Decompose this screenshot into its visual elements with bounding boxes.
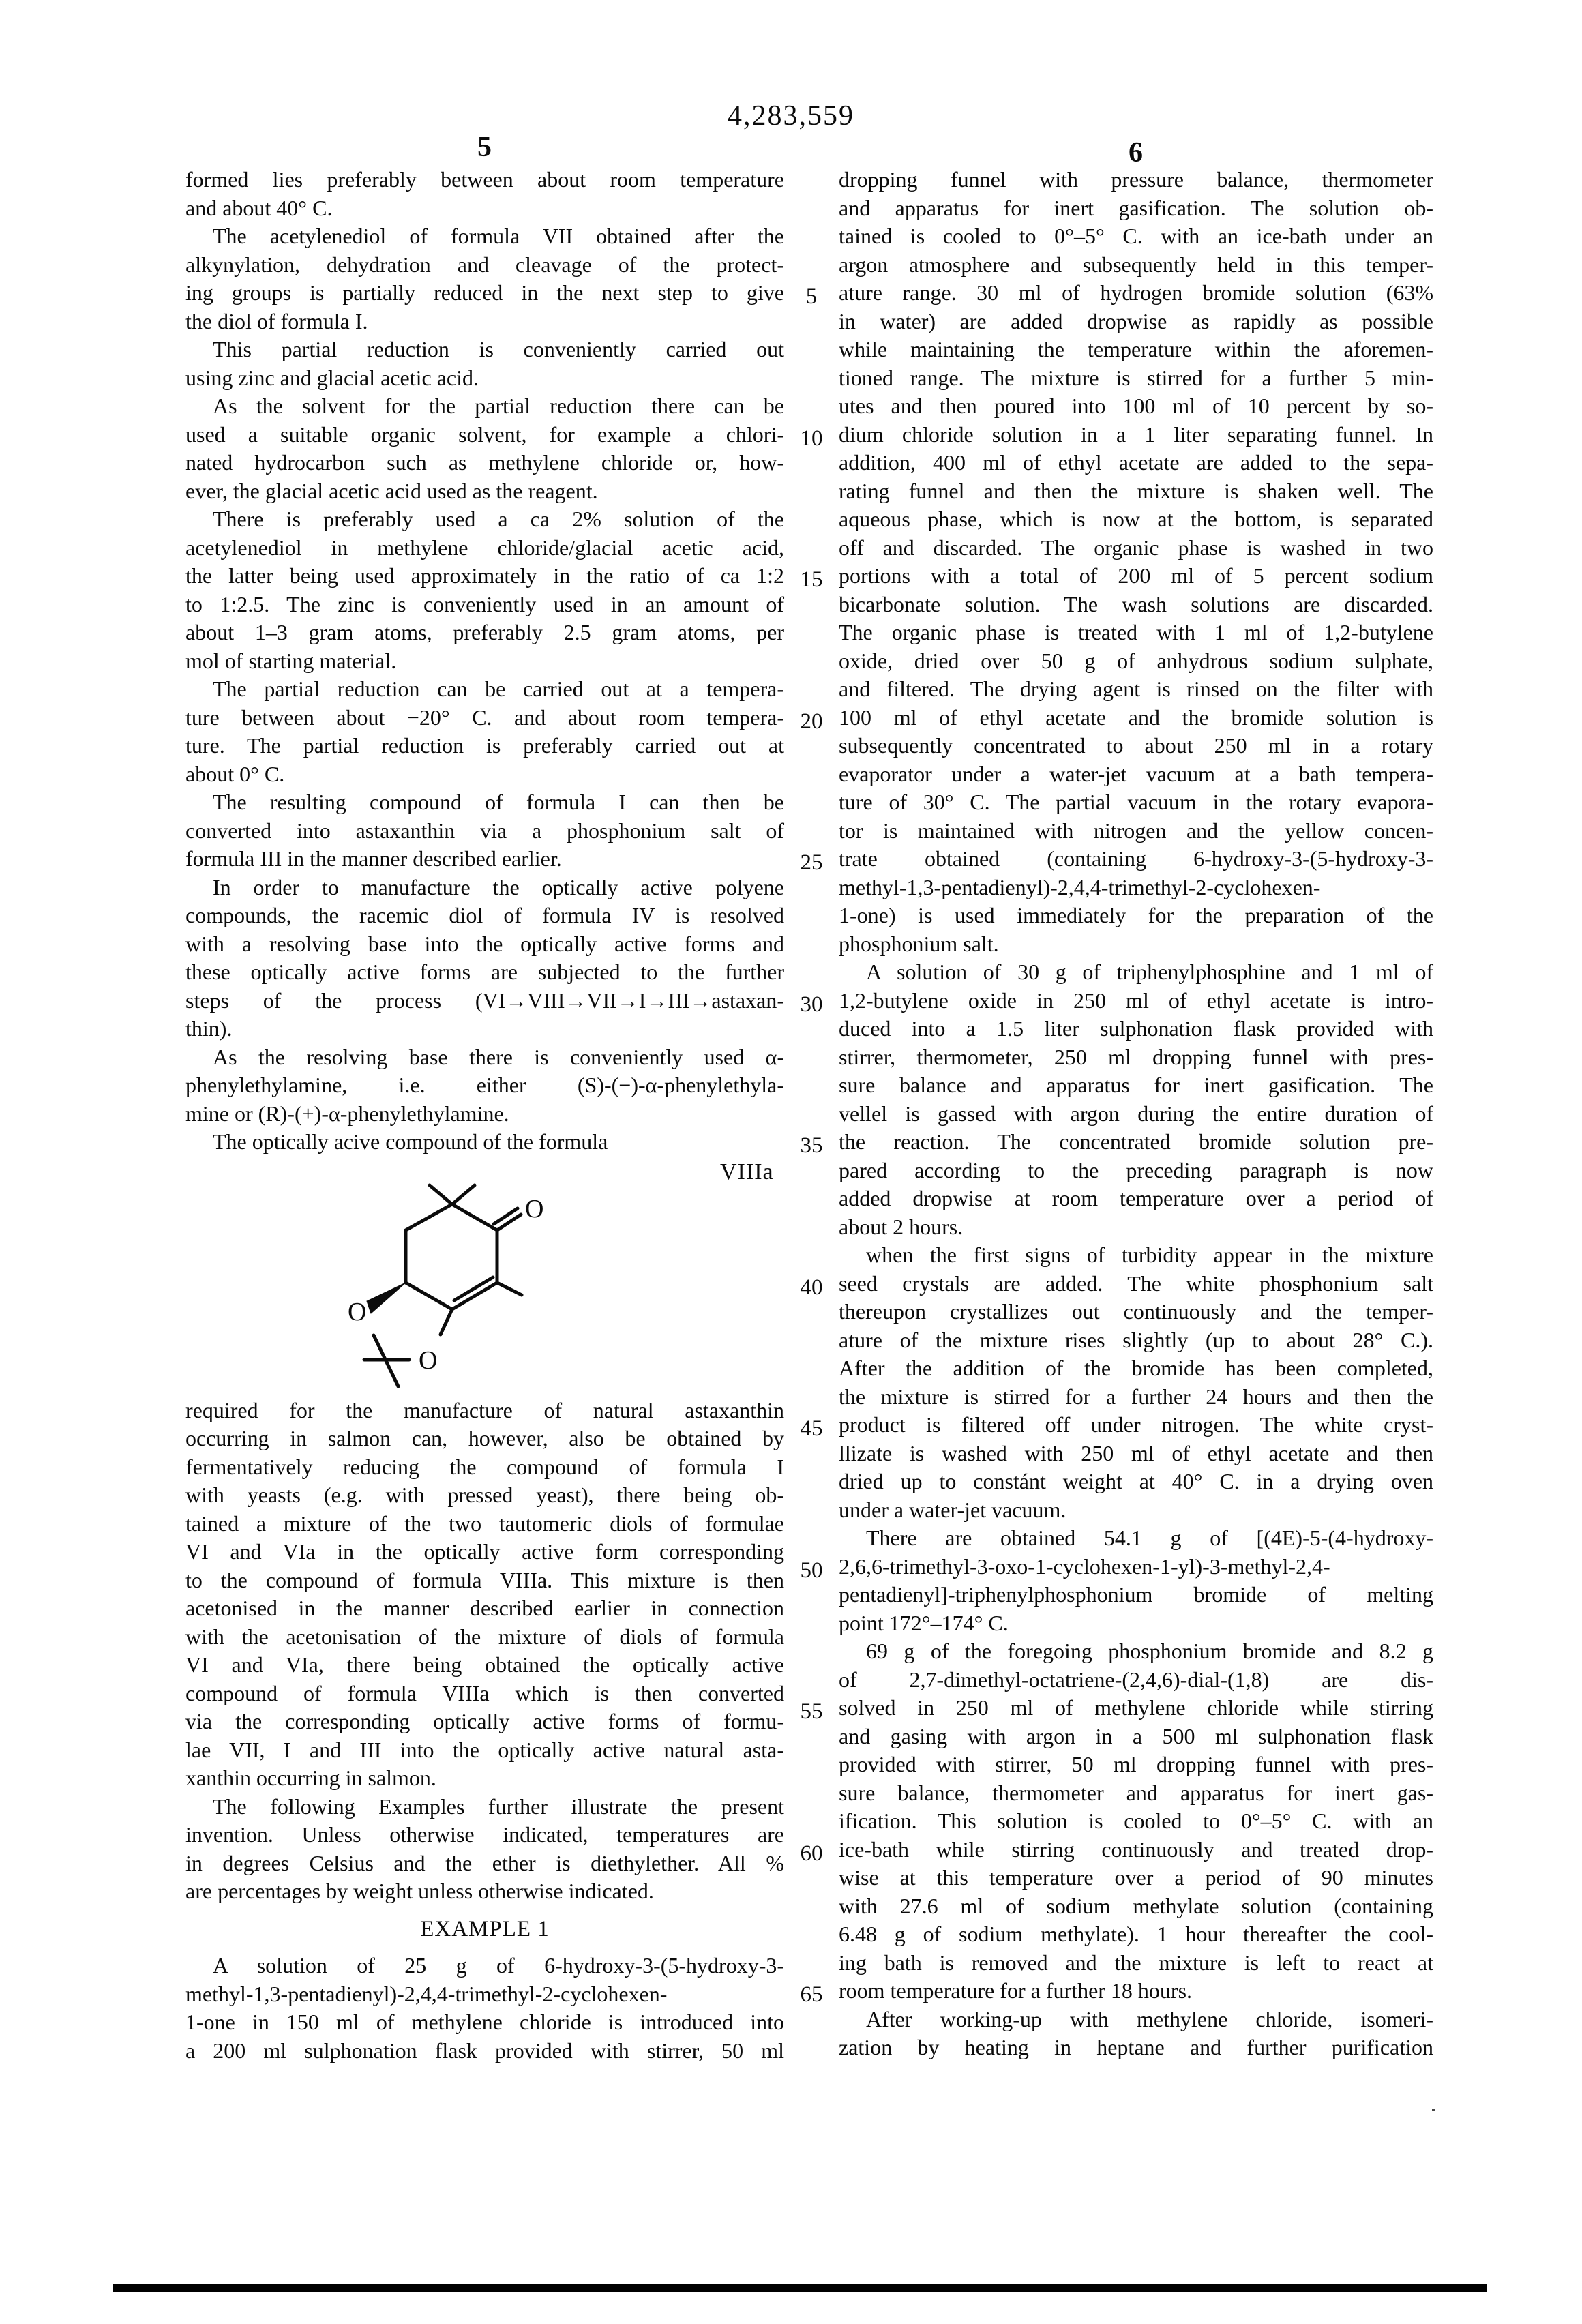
- text-line: ature range. 30 ml of hydrogen bromide solution (63%: [839, 280, 1433, 305]
- text-line: This partial reduction is conveniently carried out: [213, 337, 784, 361]
- text-line: 6.48 g of sodium methylate). 1 hour thereafter the cool-: [839, 1922, 1433, 1946]
- methyl-bond: [441, 1309, 452, 1335]
- column-number-left: 5: [477, 132, 492, 163]
- text-line: duced into a 1.5 liter sulphonation flask provided with: [839, 1016, 1433, 1041]
- text-line: subsequently concentrated to about 250 ml in a rotary: [839, 733, 1433, 758]
- text-line: formula III in the manner described earlier.: [185, 846, 562, 871]
- gutter-line-number: 20: [800, 709, 823, 734]
- text-line: these optically active forms are subjected to the further: [185, 959, 784, 984]
- text-line: phosphonium salt.: [839, 931, 999, 956]
- text-line: compound of formula VIIIa which is then converted: [185, 1680, 784, 1705]
- text-line: tained is cooled to 0°–5° C. with an ice-bath under an: [839, 224, 1433, 248]
- text-line: aqueous phase, which is now at the bottom, is separated: [839, 507, 1433, 531]
- text-line: ature of the mixture rises slightly (up to about 28° C.).: [839, 1327, 1433, 1352]
- gutter-line-number: 45: [800, 1416, 823, 1441]
- formula-label: VIIIa: [720, 1159, 774, 1185]
- text-line: solved in 250 ml of methylene chloride while stirring: [839, 1695, 1433, 1720]
- text-line: the diol of formula I.: [185, 308, 368, 333]
- ketone-bond: [497, 1215, 521, 1230]
- text-line: utes and then poured into 100 ml of 10 percent by so-: [839, 393, 1433, 418]
- oxygen-atom: O: [348, 1298, 367, 1326]
- text-line: The partial reduction can be carried out at a tempera-: [213, 676, 784, 701]
- text-line: sure balance, thermometer and apparatus for inert gas-: [839, 1780, 1433, 1805]
- text-line: 1-one in 150 ml of methylene chloride is introduced into: [185, 2010, 784, 2034]
- text-line: thereupon crystallizes out continuously and the temper-: [839, 1299, 1433, 1324]
- methyl-bond: [497, 1283, 522, 1295]
- gutter-line-number: 40: [800, 1275, 823, 1300]
- text-line: As the resolving base there is conveniently used α-: [213, 1044, 784, 1069]
- text-line: 69 g of the foregoing phosphonium bromide and 8.2 g: [866, 1639, 1433, 1663]
- oxygen-atom: O: [525, 1195, 544, 1223]
- text-line: 100 ml of ethyl acetate and the bromide solution is: [839, 704, 1433, 730]
- patent-number: 4,283,559: [728, 100, 854, 132]
- text-line: pared according to the preceding paragraph is now: [839, 1157, 1433, 1182]
- text-line: argon atmosphere and subsequently held in this temper-: [839, 252, 1433, 277]
- text-line: to the compound of formula VIIIa. This mixture is then: [185, 1567, 784, 1592]
- text-line: fermentatively reducing the compound of formula I: [185, 1454, 784, 1479]
- text-line: point 172°–174° C.: [839, 1610, 1009, 1635]
- gutter-line-number: 5: [805, 284, 818, 309]
- text-line: tioned range. The mixture is stirred for a further 5 min-: [839, 365, 1433, 390]
- text-line: 2,6,6-trimethyl-3-oxo-1-cyclohexen-1-yl)-3-methyl-2,4-: [839, 1553, 1330, 1579]
- gutter-line-number: 65: [800, 1982, 823, 2007]
- text-line: ture between about −20° C. and about room tempera-: [185, 704, 784, 730]
- scan-artifact-bar: [113, 2284, 1487, 2292]
- text-line: As the solvent for the partial reduction there can be: [213, 393, 784, 418]
- gutter-line-number: 30: [800, 992, 823, 1017]
- column-number-right: 6: [1129, 137, 1143, 168]
- text-line: occurring in salmon can, however, also be obtained by: [185, 1426, 784, 1450]
- text-line: methyl-1,3-pentadienyl)-2,4,4-trimethyl-2-cyclohexen-: [839, 874, 1321, 899]
- text-line: A solution of 30 g of triphenylphosphine and 1 ml of: [866, 959, 1433, 984]
- text-line: oxide, dried over 50 g of anhydrous sodium sulphate,: [839, 648, 1433, 673]
- text-line: formed lies preferably between about room temperature: [185, 167, 784, 192]
- text-line: about 0° C.: [185, 761, 285, 786]
- text-line: in degrees Celsius and the ether is diethylether. All %: [185, 1850, 784, 1875]
- text-line: room temperature for a further 18 hours.: [839, 1978, 1193, 2003]
- text-line: about 2 hours.: [839, 1214, 964, 1239]
- text-line: under a water-jet vacuum.: [839, 1497, 1066, 1522]
- methyl-bond: [430, 1185, 452, 1204]
- text-line: a 200 ml sulphonation flask provided with stirrer, 50 ml: [185, 2038, 784, 2063]
- gutter-line-number: 55: [800, 1699, 823, 1724]
- text-line: alkynylation, dehydration and cleavage of the protect-: [185, 252, 784, 277]
- text-line: ing bath is removed and the mixture is left to react at: [839, 1950, 1433, 1975]
- text-line: when the first signs of turbidity appear in the mixture: [866, 1242, 1433, 1267]
- text-line: stirrer, thermometer, 250 ml dropping funnel with pres-: [839, 1044, 1433, 1069]
- text-line: xanthin occurring in salmon.: [185, 1766, 436, 1790]
- text-line: evaporator under a water-jet vacuum at a bath tempera-: [839, 761, 1433, 786]
- text-line: about 1–3 gram atoms, preferably 2.5 gram atoms, per: [185, 620, 784, 644]
- text-line: steps of the process (VI→VIII→VII→I→III→astaxan-: [185, 987, 784, 1013]
- text-line: After the addition of the bromide has been completed,: [839, 1356, 1433, 1380]
- text-line: the reaction. The concentrated bromide solution pre-: [839, 1129, 1433, 1154]
- text-line: There is preferably used a ca 2% solution of the: [213, 507, 784, 531]
- text-line: thin).: [185, 1016, 233, 1041]
- text-line: dropping funnel with pressure balance, thermometer: [839, 167, 1433, 192]
- text-line: required for the manufacture of natural astaxanthin: [185, 1397, 784, 1422]
- right-text-column: [839, 166, 1433, 2062]
- gutter-line-number: 15: [800, 567, 823, 592]
- text-line: dium chloride solution in a 1 liter separating funnel. In: [839, 421, 1433, 447]
- ketone-bond: [494, 1208, 518, 1224]
- text-line: 1,2-butylene oxide in 250 ml of ethyl acetate is intro-: [839, 987, 1433, 1013]
- text-line: acetonised in the manner described earlier in connection: [185, 1596, 784, 1620]
- gutter-line-number: 60: [800, 1841, 823, 1866]
- text-line: tor is maintained with nitrogen and the yellow concen-: [839, 818, 1433, 843]
- text-line: mine or (R)-(+)-α-phenylethylamine.: [185, 1101, 509, 1126]
- text-line: invention. Unless otherwise indicated, temperatures are: [185, 1822, 784, 1847]
- text-line: off and discarded. The organic phase is washed in two: [839, 535, 1433, 560]
- text-line: nated hydrocarbon such as methylene chloride or, how-: [185, 450, 784, 475]
- text-line: ture of 30° C. The partial vacuum in the rotary evapora-: [839, 790, 1433, 814]
- text-line: ing groups is partially reduced in the next step to give: [185, 280, 784, 305]
- text-line: The following Examples further illustrate the present: [213, 1793, 784, 1819]
- text-line: of 2,7-dimethyl-octatriene-(2,4,6)-dial-(1,8) are dis-: [839, 1667, 1433, 1692]
- scan-artifact-dot: [1432, 2109, 1435, 2111]
- text-line: phenylethylamine, i.e. either (S)-(−)-α-phenylethyla-: [185, 1073, 784, 1097]
- gutter-line-number: 35: [800, 1133, 823, 1158]
- text-line: and filtered. The drying agent is rinsed on the filter with: [839, 676, 1433, 701]
- text-line: addition, 400 ml of ethyl acetate are added to the sepa-: [839, 450, 1433, 475]
- text-line: the latter being used approximately in the ratio of ca 1:2: [185, 563, 784, 588]
- left-text-column: [185, 166, 784, 2065]
- text-line: dried up to constánt weight at 40° C. in a drying oven: [839, 1469, 1433, 1493]
- text-line: the mixture is stirred for a further 24 hours and then the: [839, 1384, 1433, 1409]
- gutter-line-number: 25: [800, 850, 823, 875]
- text-line: added dropwise at room temperature over a period of: [839, 1186, 1433, 1210]
- text-line: The optically acive compound of the formula: [213, 1129, 608, 1154]
- text-line: methyl-1,3-pentadienyl)-2,4,4-trimethyl-2-cyclohexen-: [185, 1981, 668, 2006]
- text-line: zation by heating in heptane and further purification: [839, 2035, 1433, 2059]
- text-line: bicarbonate solution. The wash solutions are discarded.: [839, 591, 1433, 616]
- text-line: In order to manufacture the optically active polyene: [213, 874, 784, 899]
- text-line: and gasing with argon in a 500 ml sulphonation flask: [839, 1723, 1433, 1748]
- text-line: converted into astaxanthin via a phosphonium salt of: [185, 818, 784, 843]
- chemical-structure-viiia-icon: [327, 1146, 805, 1405]
- text-line: mol of starting material.: [185, 648, 397, 673]
- text-line: 1-one) is used immediately for the preparation of the: [839, 903, 1433, 927]
- text-line: with 27.6 ml of sodium methylate solution (containing: [839, 1893, 1433, 1918]
- text-line: in water) are added dropwise as rapidly as possible: [839, 308, 1433, 333]
- text-line: rating funnel and then the mixture is shaken well. The: [839, 478, 1433, 503]
- gutter-line-number: 50: [800, 1558, 823, 1583]
- text-line: VI and VIa, there being obtained the optically active: [185, 1652, 784, 1677]
- text-line: ever, the glacial acetic acid used as the reagent.: [185, 478, 598, 503]
- text-line: product is filtered off under nitrogen. The white cryst-: [839, 1412, 1433, 1437]
- text-line: VI and VIa in the optically active form corresponding: [185, 1539, 784, 1564]
- text-line: wise at this temperature over a period of 90 minutes: [839, 1865, 1433, 1890]
- text-line: lae VII, I and III into the optically active natural asta-: [185, 1737, 784, 1762]
- text-line: tained a mixture of the two tautomeric diols of formulae: [185, 1510, 784, 1536]
- text-line: using zinc and glacial acetic acid.: [185, 365, 479, 390]
- text-line: used a suitable organic solvent, for example a chlori-: [185, 421, 784, 447]
- text-line: with a resolving base into the optically active forms and: [185, 931, 784, 956]
- text-line: to 1:2.5. The zinc is conveniently used in an amount of: [185, 591, 784, 616]
- text-line: There are obtained 54.1 g of [(4E)-5-(4-hydroxy-: [866, 1525, 1433, 1550]
- oxygen-atom: O: [419, 1346, 438, 1375]
- text-line: seed crystals are added. The white phosphonium salt: [839, 1270, 1433, 1296]
- text-line: A solution of 25 g of 6-hydroxy-3-(5-hydroxy-3-: [213, 1953, 784, 1978]
- text-line: provided with stirrer, 50 ml dropping funnel with pres-: [839, 1752, 1433, 1776]
- text-line: vellel is gassed with argon during the entire duration of: [839, 1101, 1433, 1126]
- text-line: are percentages by weight unless otherwise indicated.: [185, 1879, 654, 1903]
- text-line: while maintaining the temperature within the aforemen-: [839, 337, 1433, 361]
- text-line: via the corresponding optically active forms of formu-: [185, 1709, 784, 1733]
- text-line: compounds, the racemic diol of formula IV is resolved: [185, 903, 784, 927]
- text-line: with the acetonisation of the mixture of diols of formula: [185, 1624, 784, 1649]
- text-line: After working-up with methylene chloride, isomeri-: [866, 2006, 1433, 2031]
- text-line: The resulting compound of formula I can then be: [213, 790, 784, 814]
- text-line: The organic phase is treated with 1 ml of 1,2-butylene: [839, 620, 1433, 644]
- ring-bond: [406, 1204, 497, 1309]
- wedge-bond: [367, 1283, 406, 1313]
- text-line: with yeasts (e.g. with pressed yeast), there being ob-: [185, 1483, 784, 1507]
- text-line: and about 40° C.: [185, 195, 333, 220]
- text-line: llizate is washed with 250 ml of ethyl acetate and then: [839, 1440, 1433, 1465]
- methyl-bond: [452, 1185, 475, 1204]
- text-line: sure balance and apparatus for inert gasification. The: [839, 1073, 1433, 1097]
- text-line: acetylenediol in methylene chloride/glacial acetic acid,: [185, 535, 784, 560]
- text-line: pentadienyl]-triphenylphosphonium bromide of melting: [839, 1582, 1433, 1607]
- gutter-line-number: 10: [800, 426, 823, 451]
- text-line: ification. This solution is cooled to 0°–5° C. with an: [839, 1808, 1433, 1833]
- text-line: and apparatus for inert gasification. The solution ob-: [839, 195, 1433, 220]
- text-line: ture. The partial reduction is preferably carried out at: [185, 733, 784, 758]
- text-line: portions with a total of 200 ml of 5 percent sodium: [839, 563, 1433, 588]
- text-line: trate obtained (containing 6-hydroxy-3-(5-hydroxy-3-: [839, 846, 1433, 871]
- text-line: ice-bath while stirring continuously and treated drop-: [839, 1836, 1433, 1862]
- example-heading: EXAMPLE 1: [420, 1916, 550, 1941]
- text-line: The acetylenediol of formula VII obtained after the: [213, 224, 784, 248]
